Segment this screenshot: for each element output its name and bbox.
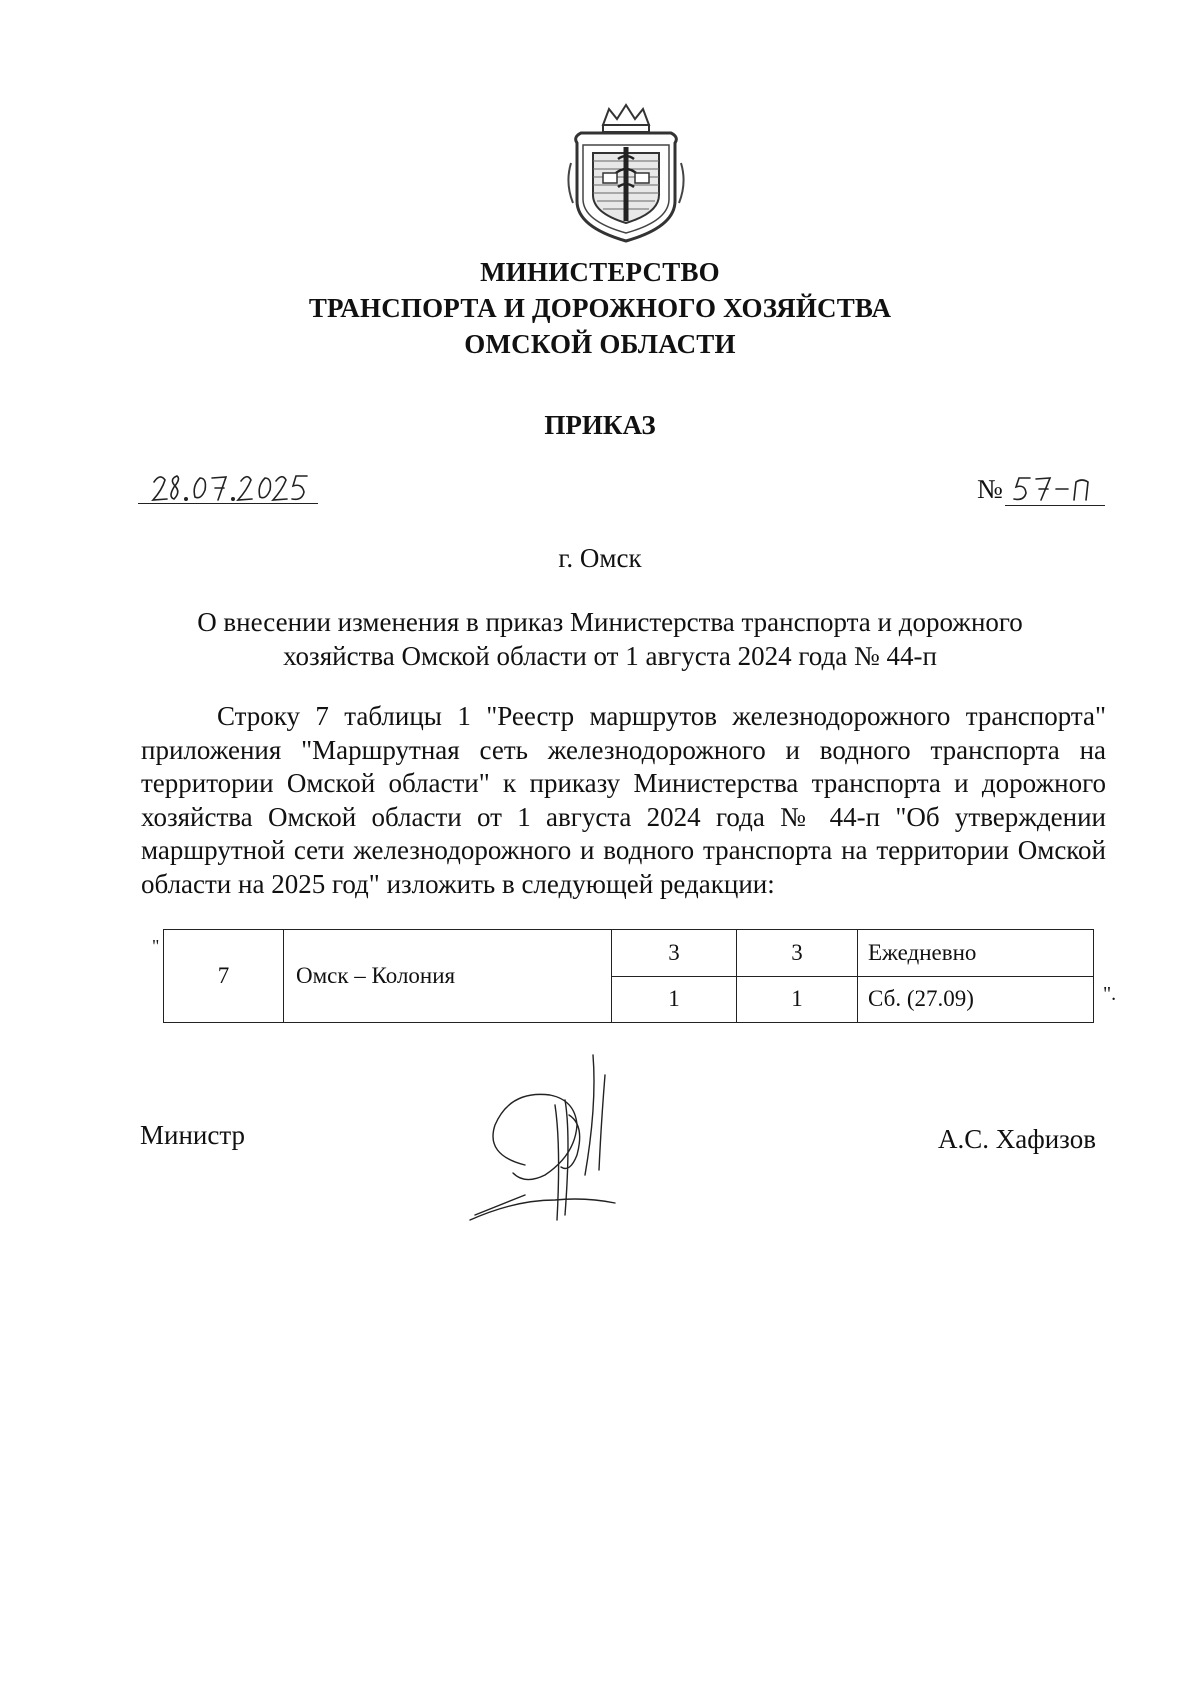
coat-of-arms-icon [563, 103, 689, 243]
table-cell-col-a: 1 [612, 976, 737, 1023]
handwritten-date-drawing [150, 470, 313, 506]
order-subject: О внесении изменения в приказ Министерства транспорта и дорожного хозяйства Омской области от 1 августа 2024 года № 44-п [197, 607, 1023, 671]
handwritten-number-drawing [1008, 472, 1098, 506]
table-cell-schedule: Сб. (27.09) [858, 976, 1094, 1023]
order-body [141, 700, 1106, 901]
table-cell-schedule: Ежедневно [858, 930, 1094, 977]
handwritten-number [1008, 472, 1098, 506]
ministry-title-line-3: ОМСКОЙ ОБЛАСТИ [464, 329, 736, 359]
route-number-cell: 7 [164, 930, 284, 1023]
coat-of-arms-emblem [563, 103, 689, 243]
table-open-quote: " [152, 936, 160, 956]
table-cell-col-b: 3 [737, 930, 858, 977]
order-body-paragraph: Строку 7 таблицы 1 "Реестр маршрутов железнодорожного транспорта" приложения "Маршрутная сеть железнодорожного и водного транспорта на территории Омской области" к приказу Министерства транспорта и дорожного хозяйства Омской области от 1 августа 2024 года № 44-п "Об утверждении маршрутной сети железнодорожного и водного транспорта на территории Омской области на 2025 год" изложить в следующей редакции: [141, 701, 1106, 899]
table-cell-col-b: 1 [737, 976, 858, 1023]
number-sign: № [977, 474, 1003, 504]
signer-position: Министр [140, 1120, 245, 1150]
number-underline [1005, 505, 1105, 506]
route-register-table [163, 929, 1094, 1023]
date-underline [138, 503, 318, 504]
table-cell-col-a: 3 [612, 930, 737, 977]
ministry-title-line-2: ТРАНСПОРТА И ДОРОЖНОГО ХОЗЯЙСТВА [308, 293, 892, 323]
route-name-cell: Омск – Колония [284, 930, 612, 1023]
handwritten-signature [465, 1045, 665, 1235]
handwritten-date [150, 470, 313, 506]
table-row [164, 930, 1094, 977]
city: г. Омск [558, 543, 642, 573]
table-close-quote: ". [1103, 983, 1117, 1005]
signer-name: А.С. Хафизов [938, 1124, 1096, 1154]
ministry-title-line-1: МИНИСТЕРСТВО [480, 257, 720, 287]
signature-drawing [465, 1045, 665, 1235]
document-type: ПРИКАЗ [544, 410, 656, 440]
